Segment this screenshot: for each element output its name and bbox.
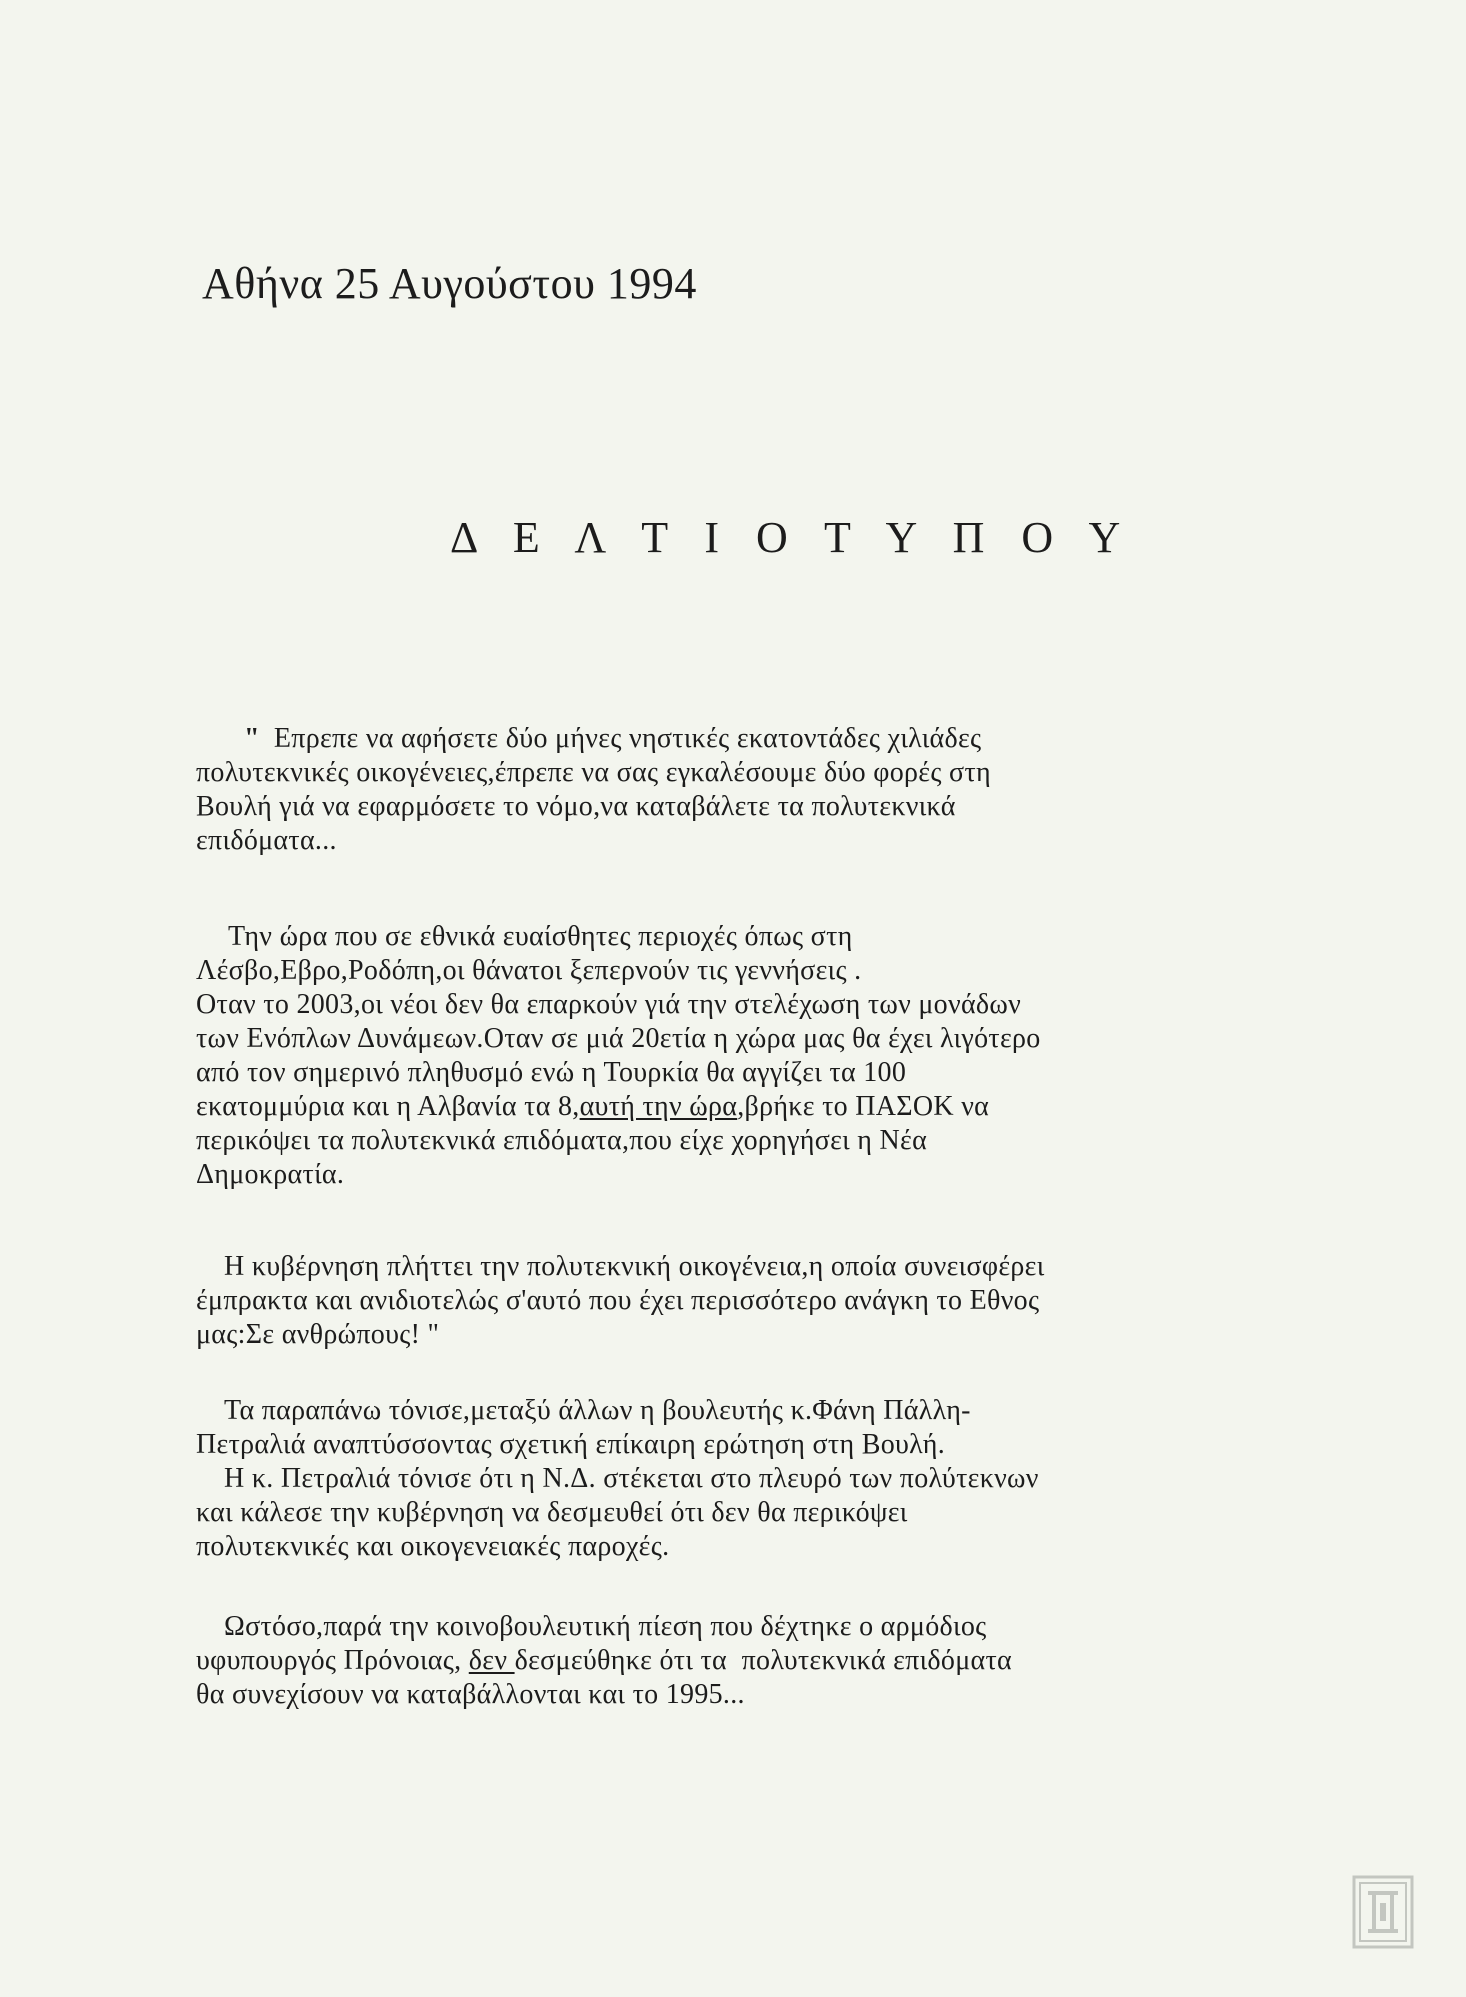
text-line: Την ώρα που σε εθνικά ευαίσθητες περιοχές όπως στη (228, 921, 853, 952)
underlined-phrase: δεν (468, 1645, 515, 1676)
paragraph-3 (196, 1250, 1356, 1352)
text-line: πολυτεκνικές οικογένειες,έπρεπε να σας εγκαλέσουμε δύο φορές στη (196, 757, 991, 788)
text-line: Τα παραπάνω τόνισε,μεταξύ άλλων η βουλευτής κ.Φάνη Πάλλη- (224, 1395, 971, 1426)
archive-seal-icon (1352, 1875, 1414, 1949)
text-line: επιδόματα... (196, 825, 337, 856)
paragraph-5 (196, 1610, 1356, 1712)
text-line: των Ενόπλων Δυνάμεων.Οταν σε μιά 20ετία η χώρα μας θα έχει λιγότερο (196, 1023, 1041, 1054)
text-line: Οταν το 2003,οι νέοι δεν θα επαρκούν γιά την στελέχωση των μονάδων (196, 989, 1022, 1020)
text-line: Ωστόσο,παρά την κοινοβουλευτική πίεση που δέχτηκε ο αρμόδιος (224, 1611, 987, 1642)
text-line: Λέσβο,Εβρο,Ροδόπη,οι θάνατοι ξεπερνούν τις γεννήσεις . (196, 955, 862, 986)
text-segment: Επρεπε να αφήσετε δύο μήνες νηστικές εκατοντάδες χιλιάδες (273, 723, 982, 754)
text-line: Πετραλιά αναπτύσσοντας σχετική επίκαιρη ερώτηση στη Βουλή. (196, 1429, 946, 1460)
paragraph-1 (196, 722, 1356, 858)
opening-quote: " (244, 723, 260, 754)
paragraph-2 (196, 920, 1356, 1192)
text-segment: εκατομμύρια και η Αλβανία τα 8, (196, 1091, 580, 1122)
document-title: Δ Ε Λ Τ Ι Ο Τ Υ Π Ο Υ (450, 513, 1134, 562)
text-line: μας:Σε ανθρώπους! " (196, 1319, 440, 1350)
text-segment: δεσμεύθηκε ότι τα πολυτεκνικά επιδόματα (514, 1645, 1013, 1676)
underlined-phrase: αυτή την ώρα (579, 1091, 738, 1122)
text-line: από τον σημερινό πληθυσμό ενώ η Τουρκία θα αγγίζει τα 100 (196, 1057, 907, 1088)
text-segment: ,βρήκε το ΠΑΣΟΚ να (737, 1091, 990, 1122)
text-line: πολυτεκνικές και οικογενειακές παροχές. (196, 1531, 670, 1562)
text-segment: υφυπουργός Πρόνοιας, (196, 1645, 469, 1676)
text-line: Δημοκρατία. (196, 1159, 345, 1190)
document-date: Αθήνα 25 Αυγούστου 1994 (202, 259, 697, 308)
text-line: Βουλή γιά να εφαρμόσετε το νόμο,να καταβάλετε τα πολυτεκνικά (196, 791, 956, 822)
text-line (196, 1644, 1356, 1678)
text-line (196, 1090, 1356, 1124)
text-line (196, 722, 1356, 756)
text-line: θα συνεχίσουν να καταβάλλονται και το 1995... (196, 1679, 745, 1710)
text-line: Η κ. Πετραλιά τόνισε ότι η Ν.Δ. στέκεται στο πλευρό των πολύτεκνων (224, 1463, 1039, 1494)
paragraph-4 (196, 1394, 1356, 1564)
text-line: περικόψει τα πολυτεκνικά επιδόματα,που είχε χορηγήσει η Νέα (196, 1125, 928, 1156)
text-line: και κάλεσε την κυβέρνηση να δεσμευθεί ότι δεν θα περικόψει (196, 1497, 908, 1528)
text-line: Η κυβέρνηση πλήττει την πολυτεκνική οικογένεια,η οποία συνεισφέρει (224, 1251, 1045, 1282)
text-line: έμπρακτα και ανιδιοτελώς σ'αυτό που έχει περισσότερο ανάγκη το Εθνος (196, 1285, 1040, 1316)
